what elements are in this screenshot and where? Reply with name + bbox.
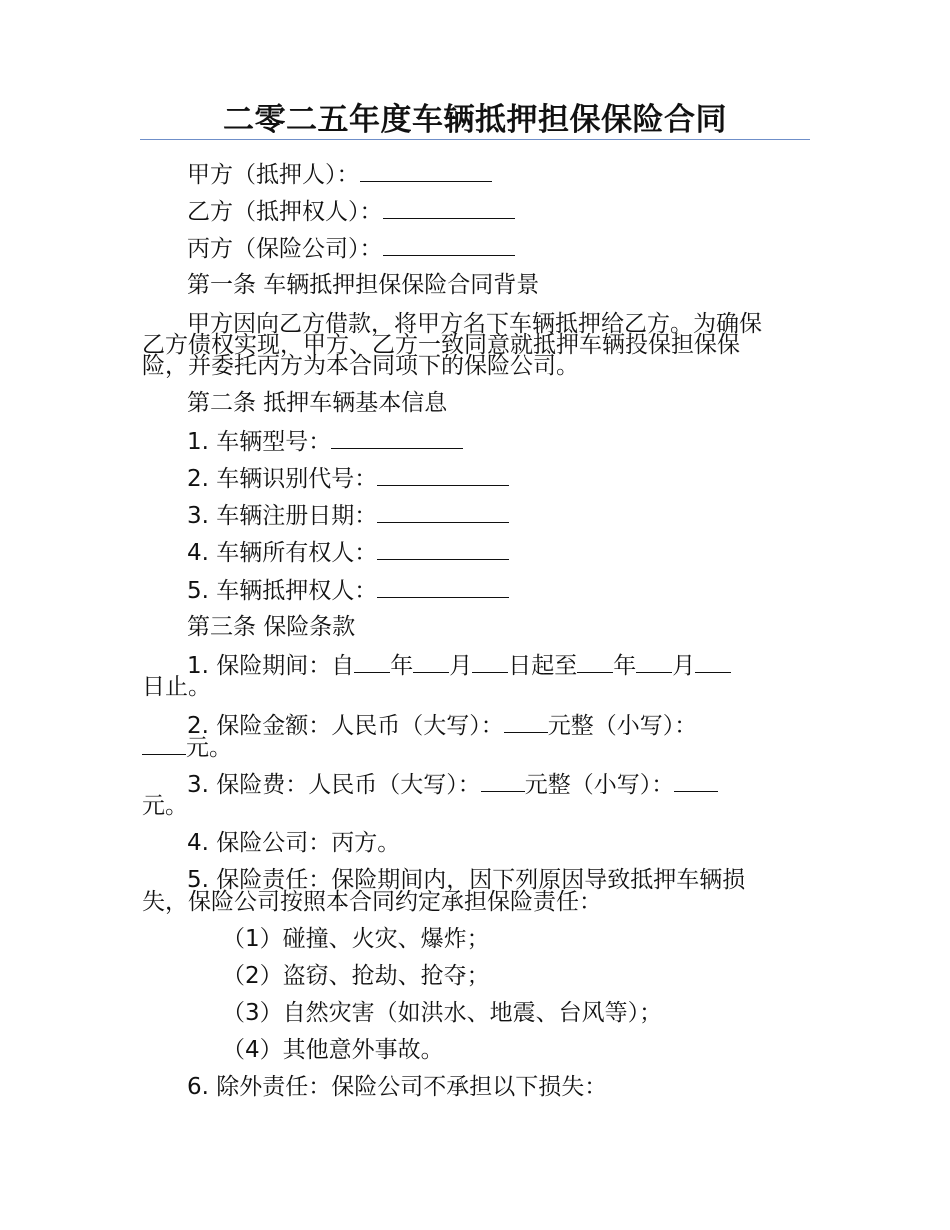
premium-figures-blank bbox=[674, 771, 718, 792]
insurer-line: 4. 保险公司：丙方。 bbox=[187, 830, 401, 856]
vehicle-owner-blank bbox=[377, 539, 509, 560]
period-month-text: 月 bbox=[449, 653, 473, 679]
cause-item: （2）盗窃、抢劫、抢夺； bbox=[222, 963, 490, 989]
insurance-amount-label: 2. 保险金额：人民币（大写）： bbox=[187, 713, 504, 739]
period-end-day-blank bbox=[695, 652, 731, 673]
vehicle-owner-line bbox=[187, 539, 509, 566]
vehicle-owner-label: 4. 车辆所有权人： bbox=[187, 540, 378, 566]
vehicle-mortgagee-blank bbox=[377, 577, 509, 598]
premium-end: 元。 bbox=[142, 793, 188, 819]
cause-item: （4）其他意外事故。 bbox=[222, 1037, 444, 1063]
amount-words-blank bbox=[504, 712, 548, 733]
vehicle-reg-date-blank bbox=[377, 502, 509, 523]
party-a-label: 甲方（抵押人）： bbox=[187, 162, 360, 188]
cause-item: （1）碰撞、火灾、爆炸； bbox=[222, 926, 490, 952]
premium-words-blank bbox=[481, 771, 525, 792]
amount-figures-blank bbox=[142, 734, 186, 755]
title-underline bbox=[140, 139, 810, 140]
vehicle-model-line bbox=[187, 428, 463, 455]
article-1-para-line-1: 甲方因向乙方借款，将甲方名下车辆抵押给乙方。为确保 bbox=[187, 311, 762, 337]
insurance-amount-end-line bbox=[142, 734, 232, 761]
party-a-line bbox=[187, 161, 492, 188]
amount-end-text: 元。 bbox=[186, 735, 232, 761]
vehicle-model-blank bbox=[331, 428, 463, 449]
vehicle-reg-date-line bbox=[187, 502, 509, 529]
period-end-year-blank bbox=[577, 652, 613, 673]
party-c-line bbox=[187, 235, 515, 262]
vehicle-vin-label: 2. 车辆识别代号： bbox=[187, 466, 378, 492]
insurance-period-label: 1. 保险期间：自 bbox=[187, 653, 355, 679]
party-c-blank bbox=[383, 235, 515, 256]
article-1-para-line-2: 乙方债权实现，甲方、乙方一致同意就抵押车辆投保担保保 bbox=[142, 332, 740, 358]
insurance-period-line bbox=[187, 652, 731, 679]
exclusion-line: 6. 除外责任：保险公司不承担以下损失： bbox=[187, 1074, 608, 1100]
cause-item: （3）自然灾害（如洪水、地震、台风等）； bbox=[222, 1000, 663, 1026]
period-start-month-blank bbox=[413, 652, 449, 673]
period-year-text: 年 bbox=[390, 653, 414, 679]
party-c-label: 丙方（保险公司）： bbox=[187, 236, 383, 262]
party-a-blank bbox=[360, 161, 492, 182]
party-b-line bbox=[187, 198, 515, 225]
article-1-para-line-3: 险，并委托丙方为本合同项下的保险公司。 bbox=[142, 353, 579, 379]
vehicle-reg-date-label: 3. 车辆注册日期： bbox=[187, 503, 378, 529]
period-end-month-blank bbox=[636, 652, 672, 673]
amount-mid-text: 元整（小写）： bbox=[547, 713, 698, 739]
insurance-amount-line bbox=[187, 712, 697, 739]
premium-mid-text: 元整（小写）： bbox=[524, 772, 675, 798]
liability-line-2: 失，保险公司按照本合同约定承担保险责任： bbox=[142, 889, 602, 915]
vehicle-mortgagee-label: 5. 车辆抵押权人： bbox=[187, 578, 378, 604]
period-end-year-text: 年 bbox=[613, 653, 637, 679]
article-3-heading: 第三条 保险条款 bbox=[187, 614, 356, 640]
period-start-year-blank bbox=[354, 652, 390, 673]
premium-line bbox=[187, 771, 718, 798]
premium-label: 3. 保险费：人民币（大写）： bbox=[187, 772, 481, 798]
period-end-month-text: 月 bbox=[672, 653, 696, 679]
vehicle-mortgagee-line bbox=[187, 577, 509, 604]
party-b-label: 乙方（抵押权人）： bbox=[187, 199, 383, 225]
article-1-heading: 第一条 车辆抵押担保保险合同背景 bbox=[187, 272, 540, 298]
vehicle-vin-line bbox=[187, 465, 509, 492]
period-start-day-blank bbox=[472, 652, 508, 673]
party-b-blank bbox=[383, 198, 515, 219]
liability-line-1: 5. 保险责任：保险期间内，因下列原因导致抵押车辆损 bbox=[187, 867, 746, 893]
document-title: 二零二五年度车辆抵押担保保险合同 bbox=[223, 102, 727, 138]
insurance-period-end: 日止。 bbox=[142, 674, 211, 700]
article-2-heading: 第二条 抵押车辆基本信息 bbox=[187, 390, 448, 416]
vehicle-vin-blank bbox=[377, 465, 509, 486]
period-day-text: 日起至 bbox=[508, 653, 578, 679]
vehicle-model-label: 1. 车辆型号： bbox=[187, 429, 332, 455]
